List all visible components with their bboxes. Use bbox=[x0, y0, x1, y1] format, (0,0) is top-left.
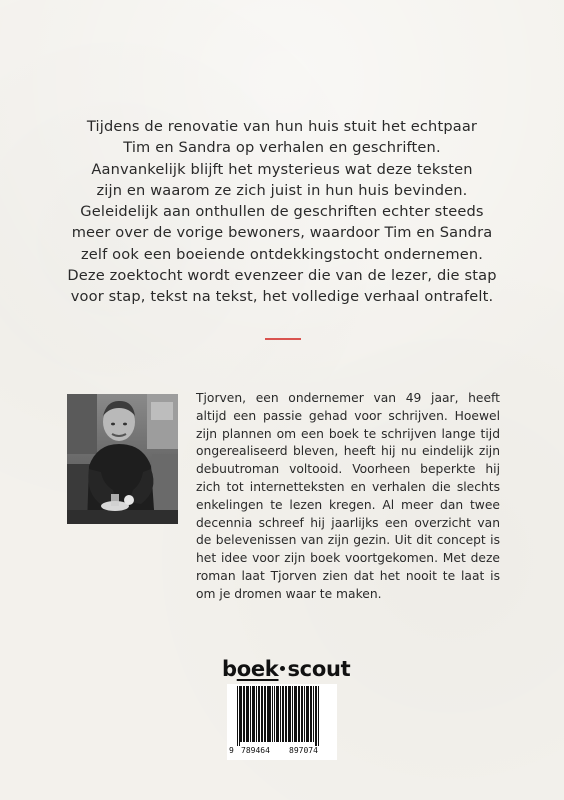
bio-line: decennia schreef hij jaarlijks een overzicht van bbox=[196, 515, 500, 530]
blurb-line: Geleidelijk aan onthullen de geschriften echter steeds bbox=[80, 203, 484, 221]
barcode-bar bbox=[304, 686, 305, 742]
logo-dot bbox=[280, 666, 285, 671]
blurb-line: Tijdens de renovatie van hun huis stuit het echtpaar bbox=[86, 118, 478, 135]
bio-line: de belevenissen van zijn gezin. Uit dit concept is bbox=[196, 533, 500, 548]
barcode-bar bbox=[290, 686, 291, 742]
barcode-bars bbox=[227, 684, 337, 746]
logo-text-scout: scout bbox=[287, 657, 351, 681]
bio-line: zich tot internetteksten en verhalen die slechts bbox=[196, 479, 500, 494]
isbn-number bbox=[227, 746, 337, 758]
barcode-bar bbox=[306, 686, 307, 742]
barcode-bar bbox=[278, 686, 279, 742]
barcode-bar bbox=[272, 686, 273, 742]
blurb-line: zelf ook een boeiende ontdekkingstocht ondernemen. bbox=[80, 245, 484, 263]
barcode-bar bbox=[240, 686, 242, 742]
barcode-bar bbox=[250, 686, 251, 742]
barcode-bar bbox=[318, 686, 319, 746]
isbn-group-2: 897074 bbox=[289, 746, 318, 755]
barcode-bar bbox=[258, 686, 260, 742]
barcode-bar bbox=[286, 686, 287, 742]
barcode-bar bbox=[246, 686, 249, 742]
blurb-line: Aanvankelijk blijft het mysterieus wat deze teksten bbox=[91, 160, 473, 178]
author-bio bbox=[196, 390, 500, 604]
bio-line: om je dromen waar te maken. bbox=[196, 586, 382, 601]
barcode-bar bbox=[268, 686, 271, 742]
barcode-bar bbox=[288, 686, 290, 742]
blurb-line: Deze zoektocht wordt evenzeer die van de lezer, die stap bbox=[67, 267, 497, 285]
barcode-bar bbox=[311, 686, 312, 742]
logo-text-b: b bbox=[222, 657, 237, 681]
barcode-bar bbox=[256, 686, 257, 742]
bio-line: debuutroman voltooid. Voorheen beperkte hij bbox=[196, 462, 500, 477]
bio-line: Tjorven, een ondernemer van 49 jaar, heeft bbox=[196, 391, 500, 405]
blurb-line: meer over de vorige bewoners, waardoor Tim en Sandra bbox=[71, 224, 493, 242]
bio-line: altijd een passie gehad voor schrijven. Hoewel bbox=[196, 408, 500, 423]
barcode-bar bbox=[307, 686, 309, 742]
barcode-bar bbox=[310, 686, 311, 742]
back-cover-blurb bbox=[40, 116, 524, 308]
barcode-bar bbox=[237, 686, 238, 746]
bio-line: roman laat Tjorven zien dat het nooit te laat is bbox=[196, 568, 500, 583]
barcode-bar bbox=[299, 686, 300, 742]
barcode-bar bbox=[282, 686, 284, 742]
author-photo bbox=[67, 394, 178, 524]
barcode-bar bbox=[301, 686, 303, 742]
barcode-bar bbox=[239, 686, 240, 746]
barcode-bar bbox=[294, 686, 297, 742]
logo-text-oek: oek bbox=[236, 657, 279, 681]
bio-line: ongerealiseerd bleven, heeft hij nu eindelijk zijn bbox=[196, 444, 500, 459]
bio-line: enkelingen te lezen kregen. Al meer dan twee bbox=[196, 497, 500, 512]
barcode-bar bbox=[276, 686, 278, 742]
barcode-bar bbox=[292, 686, 293, 742]
isbn-first-digit: 9 bbox=[229, 746, 234, 755]
barcode-bar bbox=[298, 686, 299, 742]
isbn-group-1: 789464 bbox=[241, 746, 270, 755]
blurb-line: voor stap, tekst na tekst, het volledige verhaal ontrafelt. bbox=[70, 288, 494, 306]
bio-line: zijn plannen om een boek te schrijven lange tijd bbox=[196, 426, 500, 441]
barcode-bar bbox=[267, 686, 268, 742]
isbn-barcode bbox=[227, 684, 337, 760]
author-photo-image bbox=[67, 394, 178, 524]
blurb-line: zijn en waarom ze zich juist in hun huis bevinden. bbox=[96, 181, 468, 199]
barcode-bar bbox=[244, 686, 245, 742]
barcode-bar bbox=[261, 686, 262, 742]
barcode-bar bbox=[262, 686, 263, 742]
barcode-bar bbox=[264, 686, 266, 742]
barcode-bar bbox=[315, 686, 317, 746]
barcode-bar bbox=[254, 686, 255, 742]
bio-line: het idee voor zijn boek voortgekomen. Met deze bbox=[196, 551, 500, 566]
blurb-line: Tim en Sandra op verhalen en geschriften. bbox=[123, 139, 441, 157]
red-divider bbox=[265, 338, 301, 340]
barcode-bar bbox=[280, 686, 281, 742]
barcode-bar bbox=[252, 686, 254, 742]
barcode-bar bbox=[274, 686, 275, 742]
barcode-bar bbox=[313, 686, 314, 742]
barcode-bar bbox=[285, 686, 286, 742]
publisher-logo bbox=[222, 657, 351, 681]
barcode-bar bbox=[243, 686, 244, 742]
